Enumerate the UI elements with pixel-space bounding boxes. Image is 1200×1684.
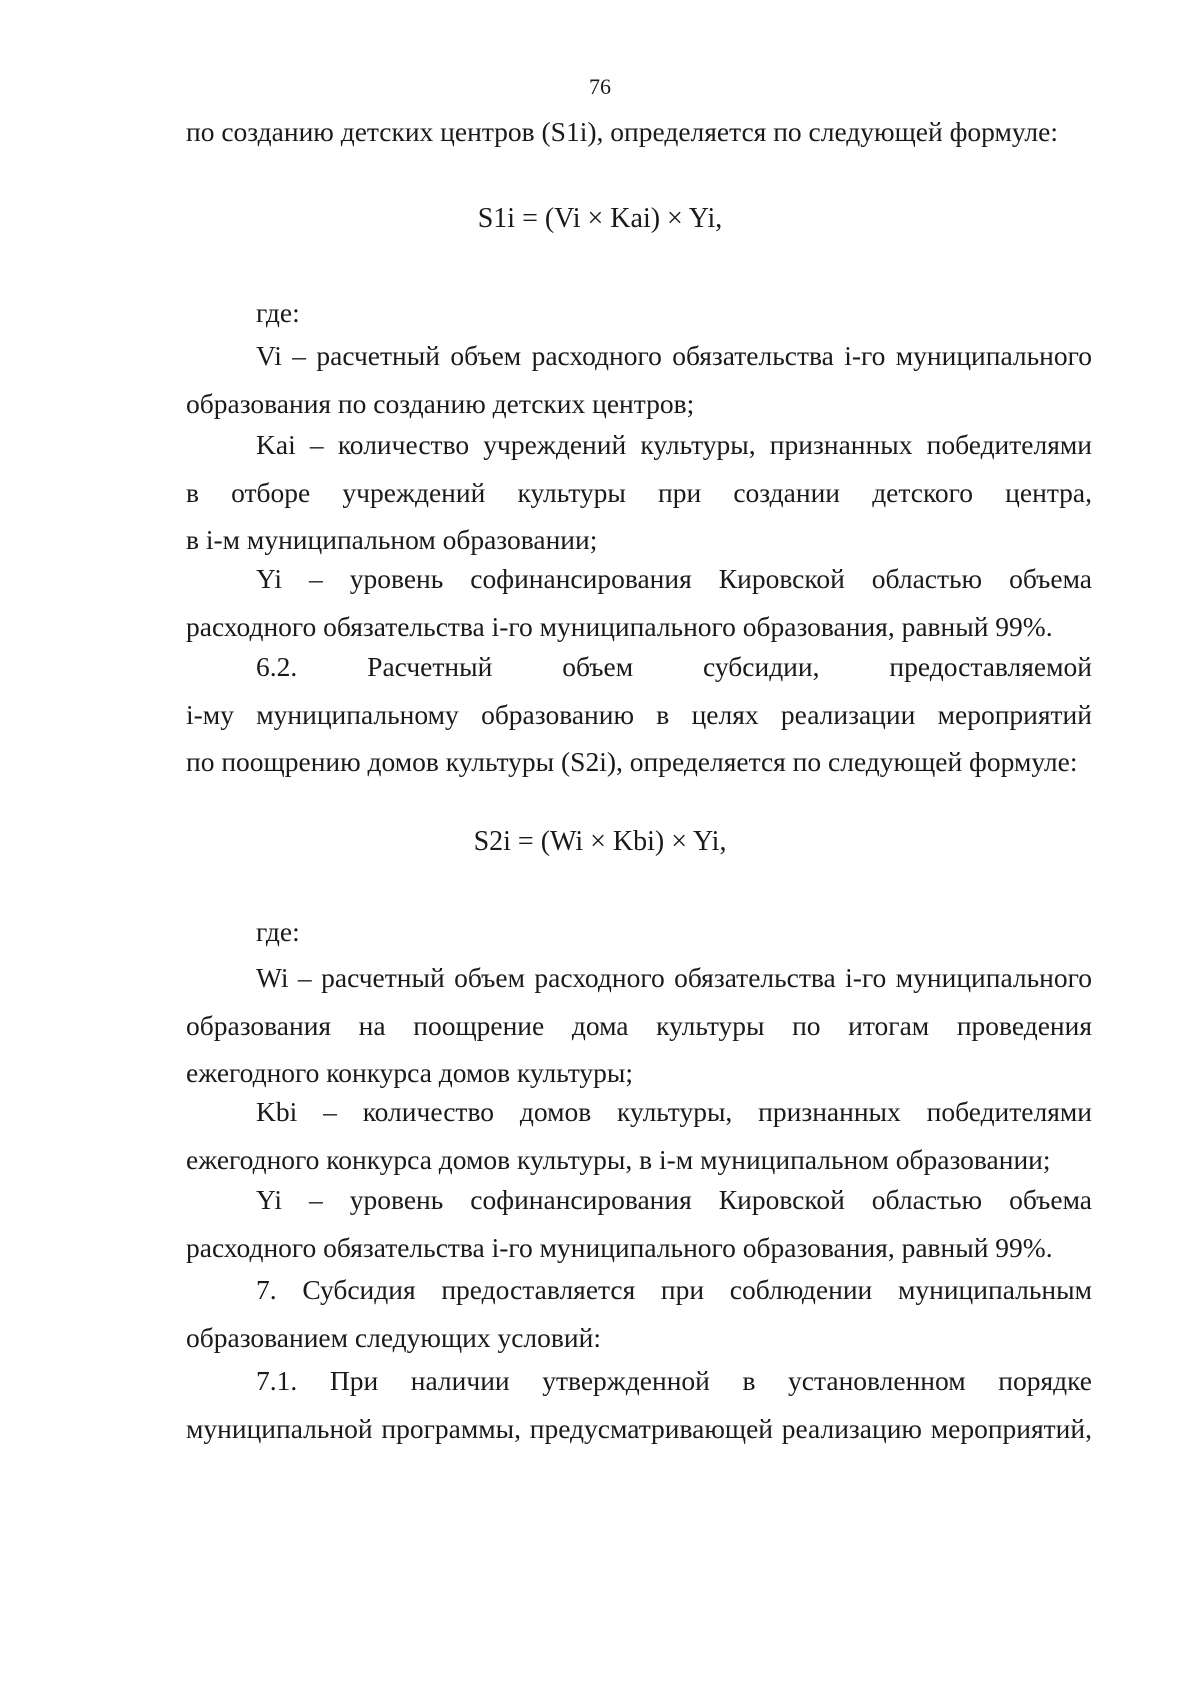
paragraph-line: i-му муниципальному образованию в целях реализации мероприятий: [186, 698, 1092, 730]
page-number: 76: [589, 74, 611, 99]
formula-s2i: S2i = (Wi × Kbi) × Yi,: [473, 826, 727, 857]
definition-line: в i-м муниципальном образовании;: [186, 524, 598, 555]
definition-line: расходного обязательства i-го муниципального образования, равный 99%.: [186, 1231, 1053, 1263]
definition-line: в отборе учреждений культуры при создании детского центра,: [186, 476, 1092, 508]
definition-line: ежегодного конкурса домов культуры, в i-м муниципальном образовании;: [186, 1143, 1051, 1175]
definition-line: расходного обязательства i-го муниципального образования, равный 99%.: [186, 610, 1053, 642]
definition-line: Kbi – количество домов культуры, признанных победителями: [256, 1096, 1092, 1127]
paragraph-line: муниципальной программы, предусматривающей реализацию мероприятий,: [186, 1412, 1092, 1444]
paragraph-7: [186, 1266, 1092, 1361]
definition-line: Vi – расчетный объем расходного обязательства i-го муниципального: [256, 340, 1092, 371]
paragraph-line: 6.2. Расчетный объем субсидии, предоставляемой: [256, 651, 1092, 682]
definition-wi: [186, 954, 1092, 1097]
definition-line: ежегодного конкурса домов культуры;: [186, 1057, 634, 1088]
where-label-2: где:: [256, 916, 300, 947]
definition-line: Yi – уровень софинансирования Кировской областью объема: [256, 1184, 1092, 1215]
paragraph-line: 7.1. При наличии утвержденной в установленном порядке: [256, 1365, 1092, 1396]
definition-line: Kai – количество учреждений культуры, признанных победителями: [256, 429, 1092, 460]
definition-vi: [186, 332, 1092, 427]
where-label-1: где:: [256, 297, 300, 328]
paragraph-line: 7. Субсидия предоставляется при соблюдении муниципальным: [256, 1274, 1092, 1305]
paragraph-line: образованием следующих условий:: [186, 1321, 601, 1353]
definition-line: Wi – расчетный объем расходного обязательства i-го муниципального: [256, 962, 1092, 993]
paragraph-7-1: [186, 1357, 1092, 1452]
definition-line: образования по созданию детских центров;: [186, 387, 695, 419]
intro-paragraph: [186, 108, 1092, 156]
definition-line: образования на поощрение дома культуры по итогам проведения: [186, 1009, 1092, 1041]
definition-yi-2: [186, 1176, 1092, 1271]
definition-line: Yi – уровень софинансирования Кировской областью объема: [256, 563, 1092, 594]
intro-line: по созданию детских центров (S1i), определяется по следующей формуле:: [186, 116, 1058, 147]
paragraph-line: по поощрению домов культуры (S2i), определяется по следующей формуле:: [186, 746, 1078, 777]
paragraph-6-2: [186, 643, 1092, 786]
formula-s1i: S1i = (Vi × Kai) × Yi,: [477, 203, 723, 234]
definition-kbi: [186, 1088, 1092, 1183]
definition-yi-1: [186, 555, 1092, 650]
definition-kai: [186, 421, 1092, 564]
